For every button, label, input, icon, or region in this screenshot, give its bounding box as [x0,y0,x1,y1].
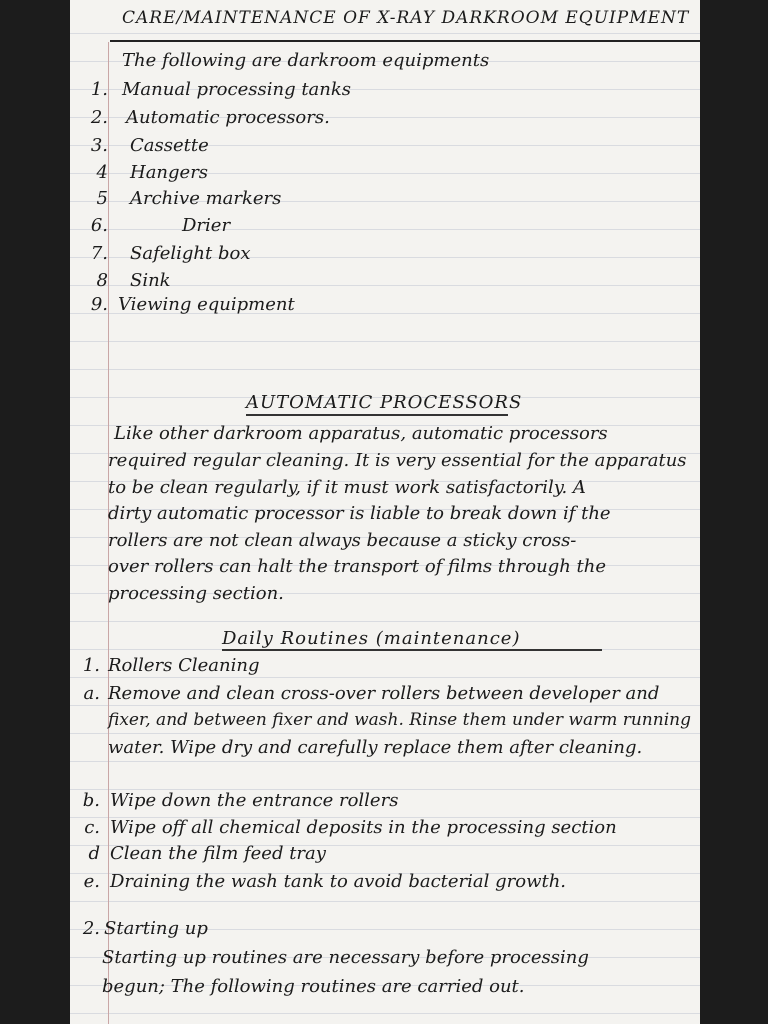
list-item-number: d [88,843,100,864]
list-item-number: 1. [90,79,108,100]
list-item: Hangers [130,162,209,183]
notebook-page [70,0,700,1024]
list-item: Clean the film feed tray [110,843,326,864]
paragraph-line: to be clean regularly, if it must work satisfactorily. A [108,477,586,498]
list-item-number: 6. [90,215,108,236]
list-item: Archive markers [130,188,282,209]
list-item-continuation: begun; The following routines are carried out. [102,976,525,997]
list-item: Safelight box [130,243,251,264]
list-item-number: b. [82,790,100,811]
list-item-number: 4 [96,162,108,183]
heading-underline [246,414,508,416]
list-item: Remove and clean cross-over rollers between developer and [108,683,660,704]
list-item: Drier [182,215,231,236]
list-item-continuation: fixer, and between fixer and wash. Rinse them under warm running [108,710,691,730]
list-item-continuation: water. Wipe dry and carefully replace them after cleaning. [108,737,643,758]
list-item: Rollers Cleaning [108,655,260,676]
list-item: Cassette [130,135,209,156]
list-item-number: c. [84,817,100,838]
paragraph-line: required regular cleaning. It is very essential for the apparatus [108,450,687,471]
section-heading-daily: Daily Routines (maintenance) [222,628,521,649]
list-item-number: e. [83,871,100,892]
paragraph-line: dirty automatic processor is liable to break down if the [108,503,611,524]
list-item-number: a. [83,683,100,704]
list-item: Sink [130,270,171,291]
list-item: Automatic processors. [126,107,330,128]
page-title: CARE/MAINTENANCE OF X-RAY DARKROOM EQUIPMENT [122,8,690,28]
list-item-number: 1. [82,655,100,676]
list-item: Wipe down the entrance rollers [110,790,399,811]
title-underline [110,40,700,42]
paragraph-line: processing section. [108,583,284,604]
paragraph-line: Like other darkroom apparatus, automatic processors [114,423,608,444]
list-item-continuation: Starting up routines are necessary before processing [102,947,589,968]
list-item-number: 3. [90,135,108,156]
list-item-number: 8 [96,270,108,291]
list-item: Draining the wash tank to avoid bacterial growth. [110,871,567,892]
list-item: Viewing equipment [118,294,295,315]
list-item-number: 9. [90,294,108,315]
intro-text: The following are darkroom equipments [122,50,490,71]
paragraph-line: over rollers can halt the transport of films through the [108,556,607,577]
heading-underline [222,649,602,651]
list-item-number: 2. [82,918,100,939]
list-item-number: 2. [90,107,108,128]
paragraph-line: rollers are not clean always because a sticky cross- [108,530,577,551]
list-item-number: 7. [90,243,108,264]
list-item: Manual processing tanks [122,79,352,100]
list-item: Starting up [104,918,208,939]
list-item-number: 5 [96,188,108,209]
list-item: Wipe off all chemical deposits in the processing section [110,817,617,838]
section-heading-automatic: AUTOMATIC PROCESSORS [246,392,523,413]
